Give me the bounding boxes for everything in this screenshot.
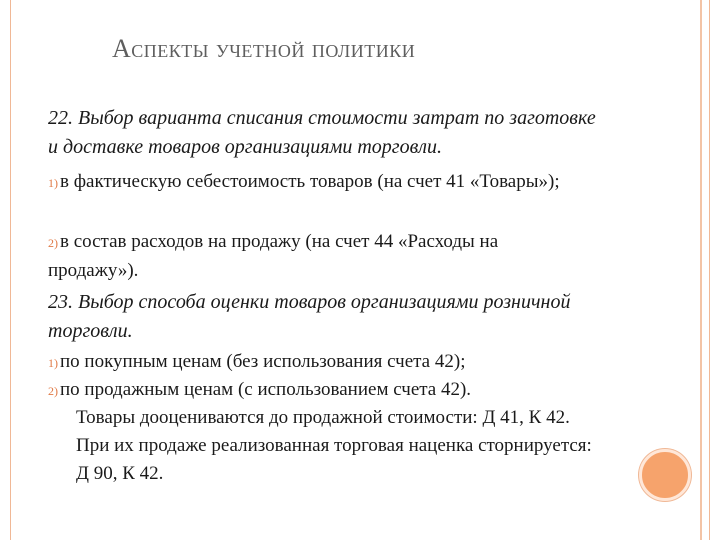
list-item xyxy=(48,348,608,377)
list-number: 1) xyxy=(48,176,58,190)
list-item-text: в фактическую себестоимость товаров (на счет 41 «Товары»); xyxy=(60,171,560,192)
note-text: При их продаже реализованная торговая наценка сторнируется: Д 90, К 42. xyxy=(76,435,592,484)
list-item-text: по продажным ценам (с использованием счета 42). xyxy=(60,379,472,400)
slide-title: Аспекты учетной политики xyxy=(112,34,416,63)
list-item-text: по покупным ценам (без использования счета 42); xyxy=(60,351,466,372)
list-item-text: в состав расходов на продажу (на счет 44 «Расходы на продажу»). xyxy=(48,231,499,281)
section-22-heading: 22. Выбор варианта списания стоимости затрат по заготовке и доставке товаров организациями торговли. xyxy=(48,107,596,158)
list-number: 2) xyxy=(48,236,58,250)
list-item xyxy=(48,168,588,197)
list-number: 1) xyxy=(48,356,58,370)
list-item xyxy=(48,376,608,405)
section-23-heading: 23. Выбор способа оценки товаров организациями розничной торговли. xyxy=(48,291,571,342)
list-item xyxy=(48,228,588,285)
list-number: 2) xyxy=(48,384,58,398)
note-text: Товары дооцениваются до продажной стоимости: Д 41, К 42. xyxy=(76,407,570,428)
decorative-circle xyxy=(639,449,691,501)
slide-border-line xyxy=(700,0,702,540)
